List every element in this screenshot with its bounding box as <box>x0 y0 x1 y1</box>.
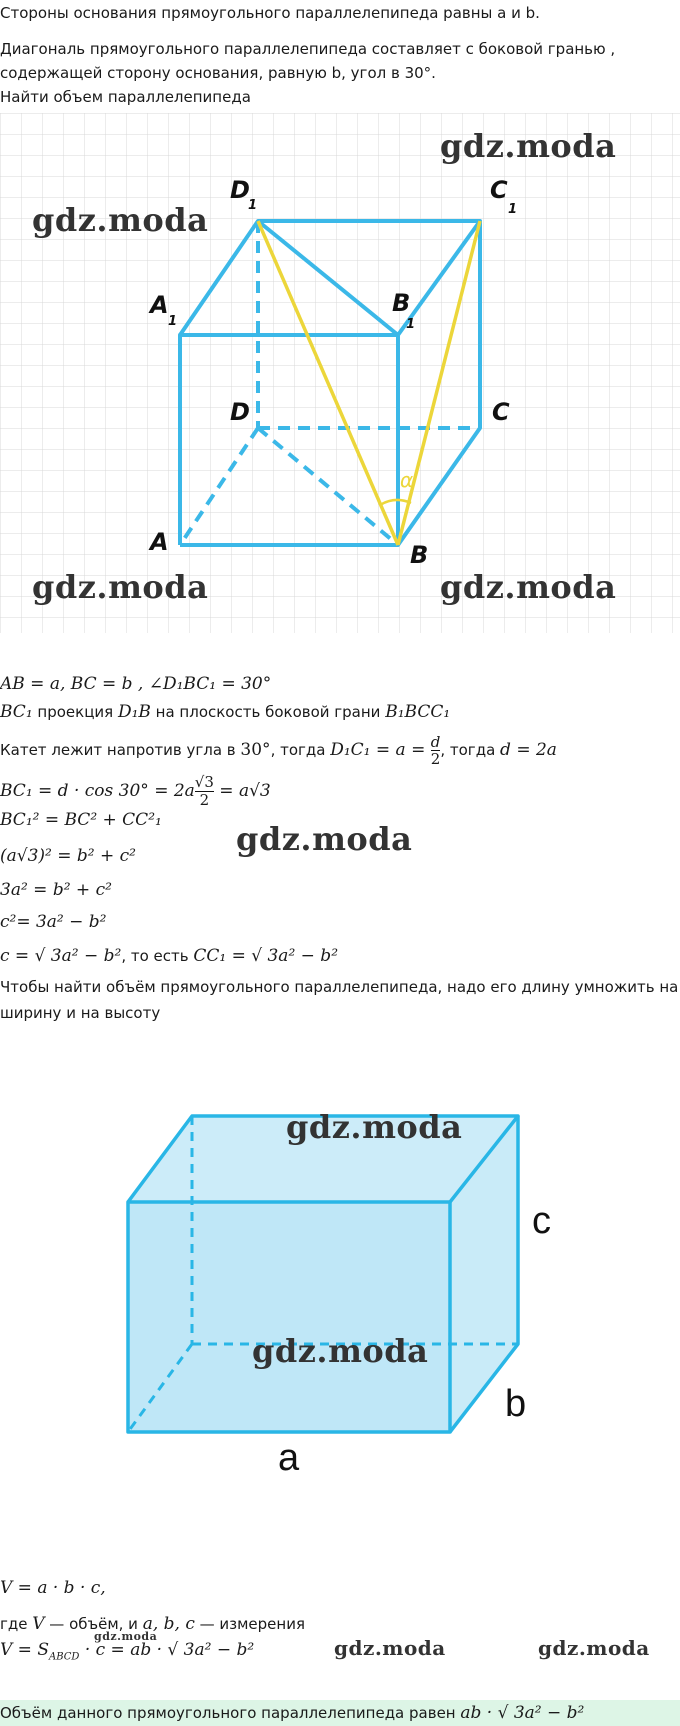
cuboid-diagram <box>0 113 680 633</box>
final-line-3 <box>0 1640 254 1662</box>
label-d1-sub: 1 <box>248 198 258 213</box>
watermark: gdz.moda <box>440 568 617 606</box>
box-diagram <box>0 1040 680 1490</box>
text-where: где <box>0 1615 33 1633</box>
answer-text: Объём данного прямоугольного параллелепипеда равен <box>0 1704 461 1722</box>
solution-line-5: BC₁² = BC² + CC²₁ <box>0 810 162 830</box>
label-a1: A <box>150 291 169 319</box>
fraction-den: 2 <box>430 750 441 768</box>
text-that-is: , то есть <box>121 947 194 965</box>
eq-d1c1: D₁C₁ = a = <box>330 740 431 760</box>
watermark: gdz.moda <box>32 201 209 239</box>
watermark: gdz.moda <box>32 568 209 606</box>
fraction-d-2 <box>431 734 441 767</box>
label-c1-sub: 1 <box>508 202 518 217</box>
solution-line-8: c²= 3a² − b² <box>0 912 107 932</box>
text-projection: проекция <box>32 703 118 721</box>
solution-line-6: (a√3)² = b² + c² <box>0 846 136 866</box>
watermark: gdz.moda <box>94 1630 158 1643</box>
text-volume: — объём, и <box>44 1615 143 1633</box>
watermark: gdz.moda <box>252 1332 429 1370</box>
problem-line-1: Стороны основания прямоугольного параллелепипеда равны a и b. <box>0 4 540 22</box>
solution-line-1: AB = a, BC = b , ∠D₁BC₁ = 30° <box>0 674 272 694</box>
label-c: C <box>492 398 510 426</box>
watermark: gdz.moda <box>440 127 617 165</box>
label-c: c <box>532 1200 551 1242</box>
answer-line <box>0 1703 584 1723</box>
eq-bc1: BC₁ <box>0 702 33 722</box>
fraction-num: d <box>430 733 441 751</box>
solution-line-3 <box>0 734 557 767</box>
eq-s-sub: ABCD <box>48 1651 80 1663</box>
label-d1: D <box>230 176 250 204</box>
fraction-num: √3 <box>194 773 214 791</box>
watermark: gdz.moda <box>538 1636 650 1660</box>
eq-30deg: 30° <box>240 740 271 760</box>
eq-v-s: V = S <box>0 1640 49 1660</box>
label-b1-sub: 1 <box>406 317 416 332</box>
final-line-1: V = a · b · c, <box>0 1578 106 1598</box>
watermark: gdz.moda <box>236 820 413 858</box>
eq-a-sqrt3: = a√3 <box>213 781 271 801</box>
label-b: B <box>410 541 429 569</box>
label-a: A <box>150 528 169 556</box>
watermark: gdz.moda <box>286 1108 463 1146</box>
label-b1: B <box>392 289 411 317</box>
solution-line-11: ширину и на высоту <box>0 1004 161 1022</box>
text-plane: на плоскость боковой грани <box>150 703 386 721</box>
cuboid-svg <box>0 113 680 633</box>
label-b: b <box>505 1383 527 1425</box>
problem-line-2: Диагональ прямоугольного параллелепипеда составляет с боковой гранью , <box>0 40 616 58</box>
eq-v-rest: · c = ab · √ 3a² − b² <box>79 1640 255 1660</box>
text-dimensions: — измерения <box>194 1615 305 1633</box>
watermark: gdz.moda <box>334 1636 446 1660</box>
eq-abc: a, b, c <box>142 1614 195 1634</box>
problem-line-4: Найти объем параллелепипеда <box>0 88 251 106</box>
solution-line-7: 3a² = b² + c² <box>0 880 112 900</box>
text-then: , тогда <box>270 741 331 759</box>
solution-line-4 <box>0 774 271 809</box>
label-a1-sub: 1 <box>168 314 178 329</box>
label-d: D <box>230 398 250 426</box>
eq-d-2a: d = 2a <box>500 740 557 760</box>
eq-face: B₁BCC₁ <box>385 702 451 722</box>
eq-bc1-cos: BC₁ = d · cos 30° = 2a <box>0 781 195 801</box>
problem-line-3: содержащей сторону основания, равную b, угол в 30°. <box>0 64 436 82</box>
text-cathetus: Катет лежит напротив угла в <box>0 741 241 759</box>
solution-line-9 <box>0 946 338 966</box>
fraction-den: 2 <box>199 791 210 809</box>
answer-formula: ab · √ 3a² − b² <box>460 1703 585 1723</box>
eq-c-sqrt: c = √ 3a² − b² <box>0 946 122 966</box>
fraction-sqrt3-2 <box>195 774 214 809</box>
eq-d1b: D₁B <box>117 702 151 722</box>
answer-highlight <box>0 1700 680 1726</box>
grid-background <box>0 113 680 633</box>
label-c1: C <box>490 176 508 204</box>
label-alpha: α <box>400 468 414 492</box>
label-a: a <box>278 1437 300 1479</box>
solution-line-10: Чтобы найти объём прямоугольного параллелепипеда, надо его длину умножить на <box>0 978 679 996</box>
text-then-2: , тогда <box>440 741 501 759</box>
front-face-fill <box>128 1202 450 1432</box>
eq-v: V <box>32 1614 45 1634</box>
solution-line-2 <box>0 702 450 722</box>
eq-cc1-sqrt: CC₁ = √ 3a² − b² <box>193 946 339 966</box>
